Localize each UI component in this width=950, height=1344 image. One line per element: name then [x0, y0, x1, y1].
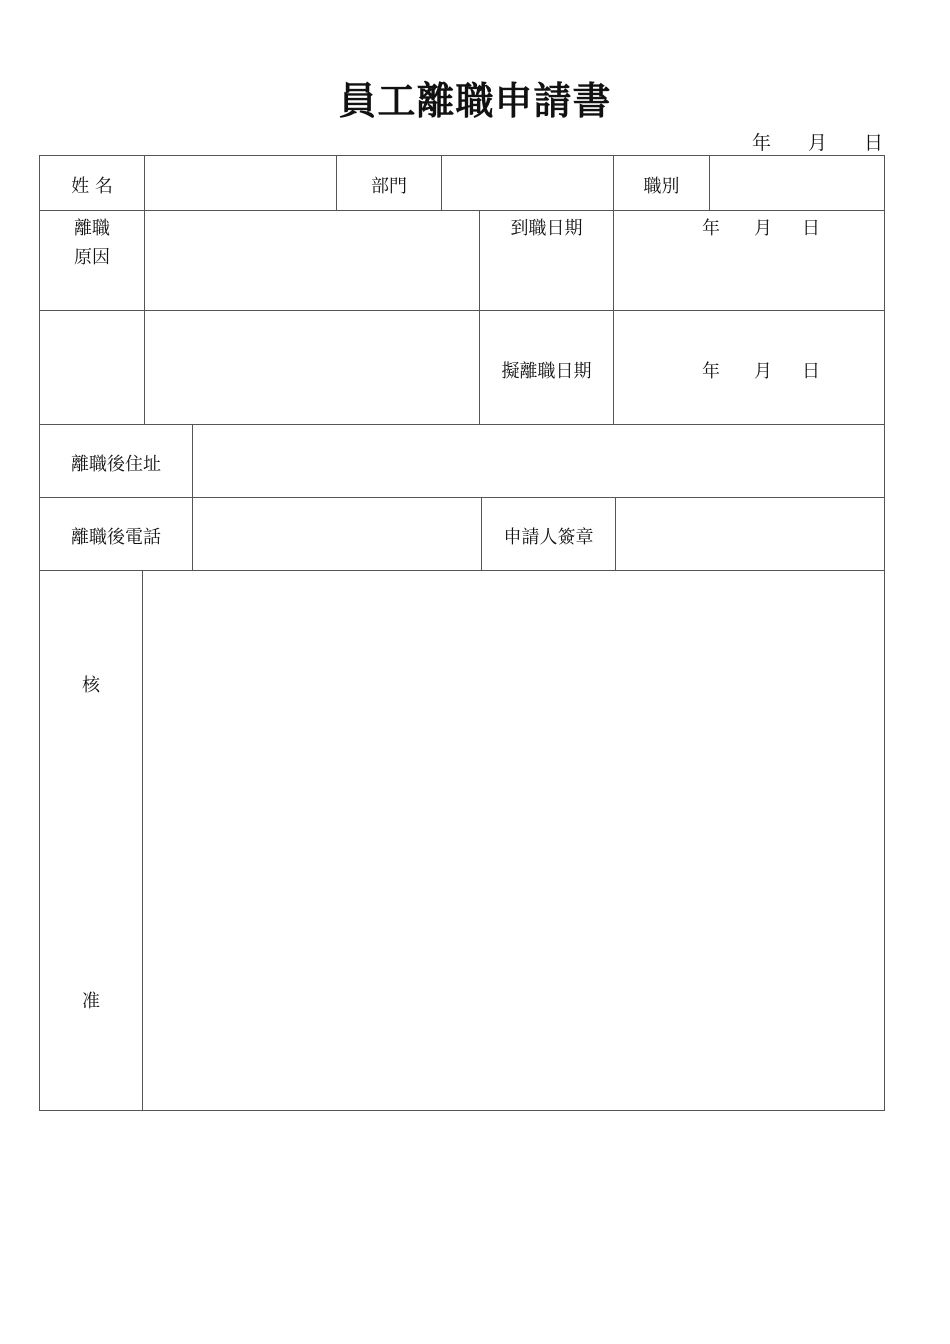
- blank-label-cell: [40, 311, 144, 424]
- start-date-field[interactable]: [614, 211, 884, 310]
- start-date-year-unit: 年: [702, 218, 720, 239]
- start-date-label: 到職日期: [510, 218, 583, 239]
- position-label: 職別: [643, 176, 680, 197]
- reason-label-line2: 原因: [74, 247, 110, 268]
- phone-label: 離職後電話: [71, 527, 161, 548]
- name-field[interactable]: [145, 156, 336, 210]
- signature-label: 申請人簽章: [503, 527, 594, 548]
- approval-label-1: 核: [82, 675, 100, 696]
- leave-date-day-unit: 日: [802, 361, 820, 382]
- leave-date-month-unit: 月: [754, 361, 772, 382]
- form-title: 員工離職申請書: [338, 78, 612, 123]
- name-label: 姓 名: [71, 176, 113, 197]
- address-field[interactable]: [193, 425, 884, 497]
- leave-date-field[interactable]: [614, 311, 884, 424]
- header-month-label: 月: [808, 132, 828, 154]
- start-date-day-unit: 日: [802, 218, 820, 239]
- phone-field[interactable]: [193, 498, 481, 570]
- approval-label-2: 准: [82, 991, 100, 1012]
- reason-field[interactable]: [145, 211, 479, 424]
- department-label: 部門: [371, 176, 407, 197]
- table-border-right: [884, 155, 885, 1111]
- department-field[interactable]: [442, 156, 613, 210]
- reason-label-line1: 離職: [74, 218, 110, 239]
- cell-divider: [479, 210, 480, 424]
- position-field[interactable]: [710, 156, 884, 210]
- table-border-left: [39, 155, 40, 1111]
- leave-date-year-unit: 年: [702, 361, 720, 382]
- table-border-bottom: [39, 1110, 885, 1111]
- approval-field[interactable]: [143, 571, 884, 1110]
- signature-field[interactable]: [616, 498, 884, 570]
- start-date-month-unit: 月: [754, 218, 772, 239]
- leave-date-label: 擬離職日期: [501, 361, 592, 382]
- header-day-label: 日: [864, 132, 884, 154]
- address-label: 離職後住址: [71, 454, 161, 475]
- header-year-label: 年: [752, 132, 772, 154]
